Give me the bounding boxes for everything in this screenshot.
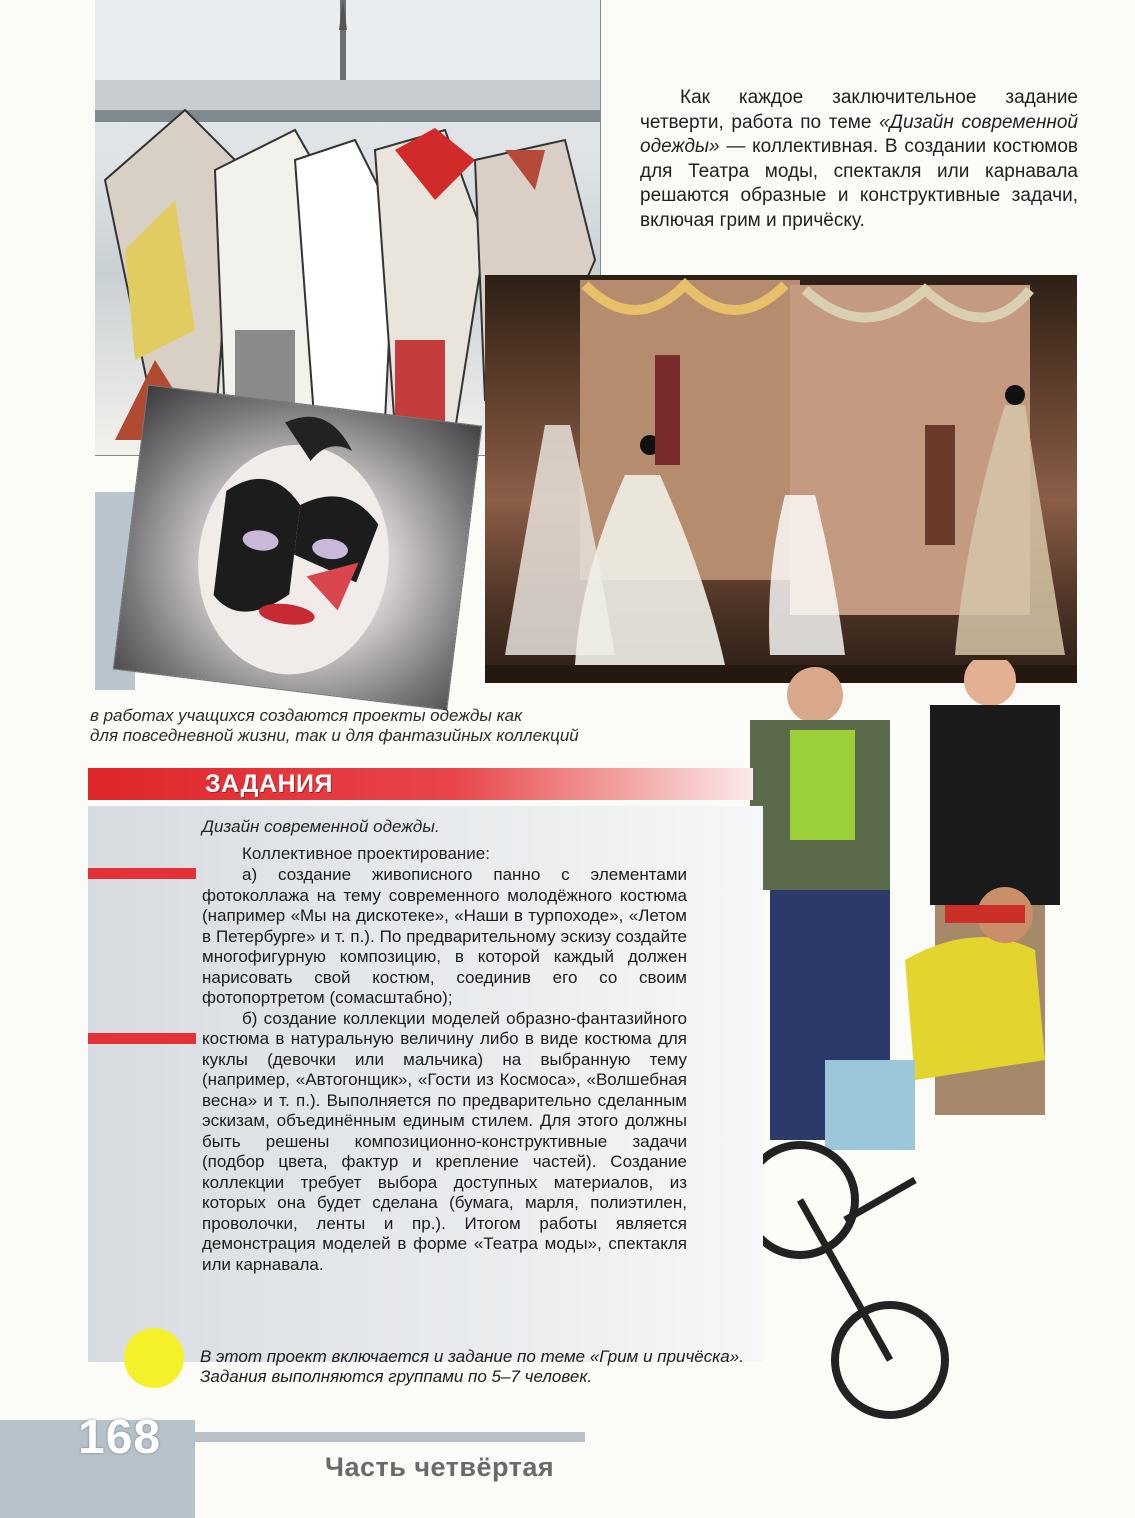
intro-paragraph (640, 86, 1078, 233)
boys-collage-image (715, 660, 1120, 1430)
task-item-b: б) создание коллекции моделей образно-фантазийного костюма в натуральную величину либо в виде костюма для куклы (девочки или мальчика) на выбранную тему (например, «Автогонщик», «Гости из Космоса», «Волшебная весна» и т. п.). Выполняется по предварительно сделанным эскизам, объединённым единым стилем. Для этого должны быть решены композиционно-конструктивные задачи (подбор цвета, фактур и крепление частей). Создание коллекции требует выбора доступных материалов, из которых она будет сделана (бумага, марля, полиэтилен, проволочки, ленты и пр.). Итогом работы является демонстрация моделей в форме «Театра моды», спектакля или карнавала. (202, 1008, 687, 1274)
task-body (202, 865, 687, 1275)
caption-line-1: в работах учащихся создаются проекты одежды как (90, 706, 523, 725)
note-line-2: Задания выполняются группами по 5–7 человек. (200, 1367, 593, 1386)
costume-exhibit-image (485, 275, 1077, 683)
task-note (200, 1347, 840, 1387)
task-heading: Дизайн современной одежды. (202, 817, 440, 836)
tasks-title: ЗАДАНИЯ (205, 770, 333, 798)
intro-topic: «Дизайн современной одежды» (640, 111, 1079, 157)
part-title: Часть четвёртая (325, 1452, 555, 1482)
boys-collage-art (715, 660, 1120, 1430)
task-item-a: а) создание живописного панно с элементами фотоколлажа на тему современного молодёжного костюма (например «Мы на дискотеке», «Наши в турпоходе», «Летом в Петербурге» и т. п.). По предварительному эскизу создайте многофигурную композицию, в которой каждый должен нарисовать свой костюм, соединив его со своим фотопортретом (сомасштабно); (202, 865, 687, 1007)
photo-caption (90, 706, 730, 746)
intro-text-end: — коллективная. В создании костюмов для Театра моды, спектакля или карнавала решаются образные и конструктивные задачи, включая грим и причёску. (640, 136, 1078, 231)
makeup-face-image (114, 386, 481, 710)
tasks-header-band (88, 768, 753, 800)
task-intro: Коллективное проектирование: (242, 844, 490, 863)
item-b-marker (88, 1033, 196, 1044)
page-number: 168 (78, 1411, 162, 1464)
yellow-dot-marker (124, 1328, 184, 1388)
intro-text-start: Как каждое заключительное задание четверти, работа по теме (640, 87, 1078, 133)
caption-line-2: для повседневной жизни, так и для фантазийных коллекций (90, 726, 579, 745)
note-line-1: В этот проект включается и задание по теме «Грим и причёска». (200, 1347, 744, 1366)
makeup-face-art (114, 386, 481, 710)
costume-exhibit-art (485, 275, 1077, 683)
item-a-marker (88, 868, 196, 879)
footer-rule (195, 1432, 585, 1442)
